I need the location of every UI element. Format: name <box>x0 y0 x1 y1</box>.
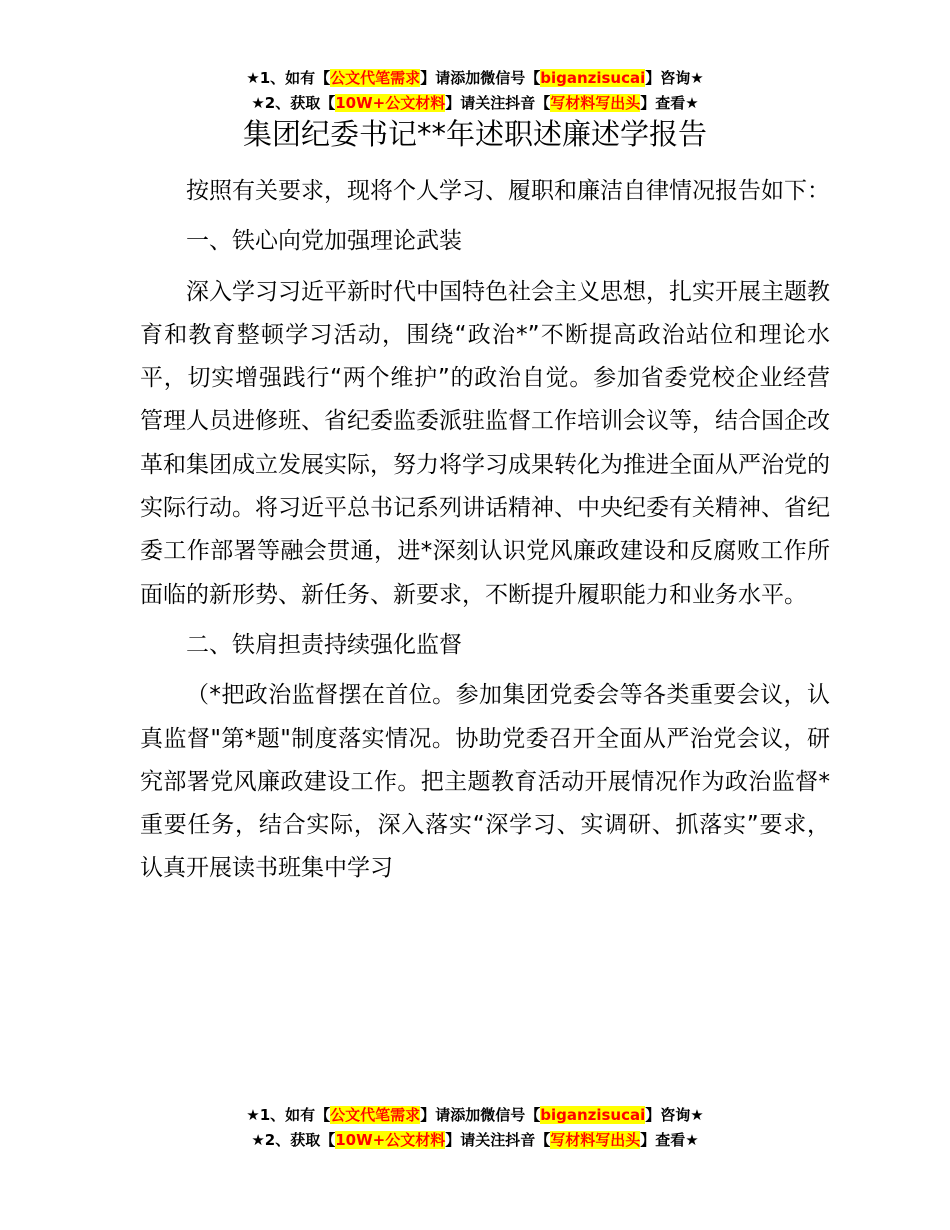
header-banner <box>0 66 950 116</box>
banner-line-2: ★2、获取【10W+公文材料】请关注抖音【写材料写出头】查看★ <box>251 1131 699 1149</box>
banner-highlight: biganzisucai <box>540 1106 646 1124</box>
banner-highlight: 10W+公文材料 <box>335 1131 446 1149</box>
banner-highlight: 写材料写出头 <box>550 1131 641 1149</box>
section-paragraph-2: （*把政治监督摆在首位。参加集团党委会等各类重要会议，认真监督"第*题"制度落实情况。协助党委召开全面从严治党会议，研究部署党风廉政建设工作。把主题教育活动开展情况作为政治监督*重要任务，结合实际，深入落实“深学习、实调研、抓落实”要求，认真开展读书班集中学习 <box>140 682 830 882</box>
banner-line-1: ★1、如有【公文代笔需求】请添加微信号【biganzisucai】咨询★ <box>246 1106 704 1124</box>
document-body <box>140 170 830 898</box>
banner-line-2: ★2、获取【10W+公文材料】请关注抖音【写材料写出头】查看★ <box>251 94 699 112</box>
section-heading-2: 二、铁肩担责持续强化监督 <box>186 631 462 658</box>
banner-highlight: 公文代笔需求 <box>330 69 421 87</box>
banner-highlight: 公文代笔需求 <box>330 1106 421 1124</box>
section-paragraph-1: 深入学习习近平新时代中国特色社会主义思想，扎实开展主题教育和教育整顿学习活动，围绕“政治*”不断提高政治站位和理论水平，切实增强践行“两个维护”的政治自觉。参加省委党校企业经营管理人员进修班、省纪委监委派驻监督工作培训会议等，结合国企改革和集团成立发展实际，努力将学习成果转化为推进全面从严治党的实际行动。将习近平总书记系列讲话精神、中央纪委有关精神、省纪委工作部署等融会贯通，进*深刻认识党风廉政建设和反腐败工作所面临的新形势、新任务、新要求，不断提升履职能力和业务水平。 <box>140 278 830 608</box>
banner-line-1: ★1、如有【公文代笔需求】请添加微信号【biganzisucai】咨询★ <box>246 69 704 87</box>
banner-highlight: biganzisucai <box>540 69 646 87</box>
banner-highlight: 写材料写出头 <box>550 94 641 112</box>
document-title: 集团纪委书记**年述职述廉述学报告 <box>242 117 707 151</box>
section-heading-1: 一、铁心向党加强理论武装 <box>186 228 462 255</box>
footer-banner <box>0 1103 950 1153</box>
banner-highlight: 10W+公文材料 <box>335 94 446 112</box>
intro-paragraph: 按照有关要求，现将个人学习、履职和廉洁自律情况报告如下： <box>186 178 830 204</box>
